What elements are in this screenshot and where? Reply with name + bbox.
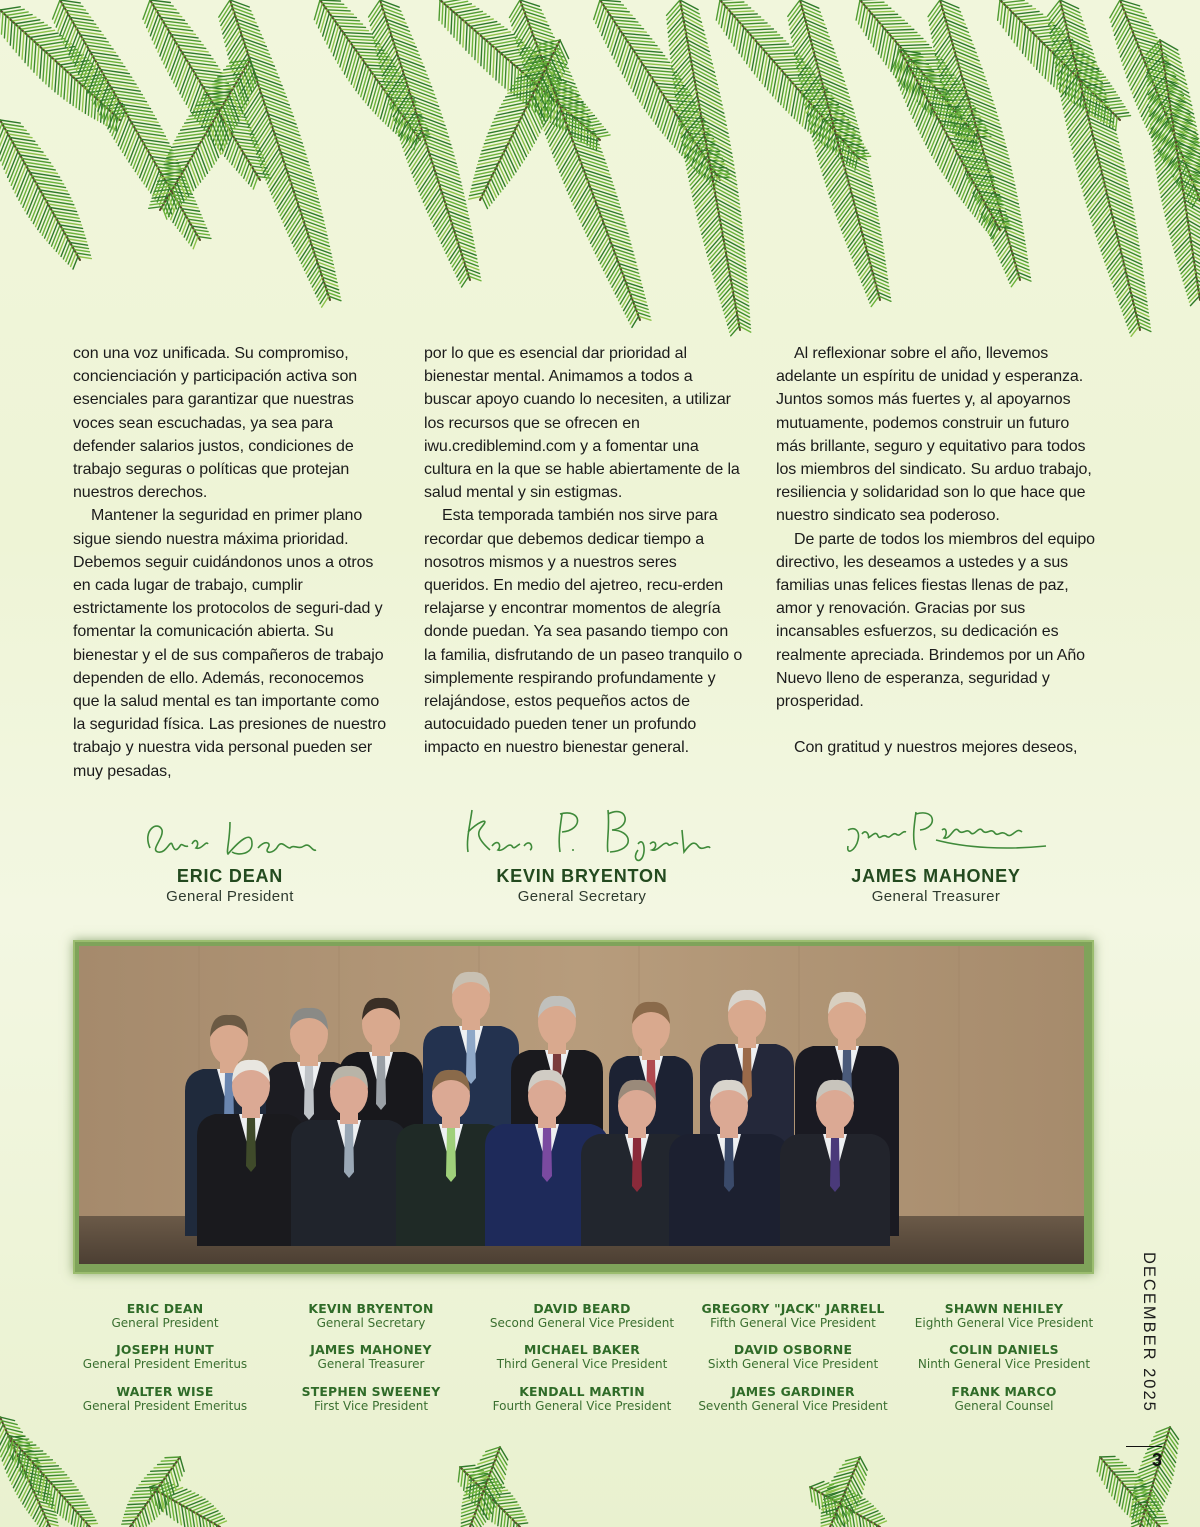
handwritten-signature (786, 800, 1086, 868)
roster-entry (60, 1301, 270, 1342)
officer-title: Third General Vice President (496, 1357, 668, 1372)
officer-title: Sixth General Vice President (707, 1357, 879, 1372)
handwritten-signature (432, 800, 732, 868)
group-photo (79, 946, 1088, 1268)
signer-title: General President (166, 888, 294, 905)
paragraph: Mantener la seguridad en primer plano sigue siendo nuestra máxima prioridad. Debemos seguir cuidándonos unos a otros en cada lugar de trabajo, cumplir estrictamente los protocolos de seguri-dad y fomentar la comunicación abierta. Su bienestar y el de sus compañeros de trabajo dependen de ello. Además, reconocemos que la salud mental es tan importante como la seguridad física. Las presiones de nuestro trabajo y nuestra vida personal pueden ser muy pesadas, (73, 507, 387, 780)
officer-name: JAMES GARDINER (731, 1383, 855, 1399)
paragraph: De parte de todos los miembros del equipo directivo, les deseamos a ustedes y a sus familias unas felices fiestas llenas de paz, amor y renovación. Gracias por sus incansables esfuerzos, su dedicación es realmente apreciada. Brindemos por un Año Nuevo lleno de esperanza, seguridad y prosperidad. (776, 530, 1095, 711)
officer-name: JAMES MAHONEY (310, 1342, 432, 1358)
officer-title: General Secretary (316, 1316, 426, 1330)
signature-block-james-mahoney (786, 800, 1086, 905)
signer-name: KEVIN BRYENTON (496, 866, 668, 886)
officer-title: General President Emeritus (82, 1398, 248, 1413)
pine-branches-top (0, 0, 1200, 340)
officer-name: JOSEPH HUNT (116, 1342, 214, 1358)
officer-name: KEVIN BRYENTON (308, 1301, 434, 1316)
officer-title: Seventh General Vice President (698, 1398, 888, 1413)
paragraph: con una voz unificada. Su compromiso, concienciación y participación activa son esenciales para garantizar que nuestras voces sean escuchadas, ya sea para defender salarios justos, condiciones de trabajo seguras o políticas que protejan nuestros derechos. (73, 345, 358, 502)
issue-date: DECEMBER 2025 (1140, 1252, 1158, 1413)
officer-name: DAVID BEARD (533, 1301, 631, 1316)
officer-name: STEPHEN SWEENEY (301, 1383, 441, 1399)
pine-branches-bottom (0, 1377, 1200, 1527)
roster-entry (688, 1301, 898, 1342)
handwritten-signature (80, 800, 380, 868)
signature-block-kevin-bryenton (432, 800, 732, 905)
page-number: 3 (1126, 1446, 1162, 1471)
closing-line: Con gratitud y nuestros mejores deseos, (794, 739, 1078, 757)
group-photo-frame (73, 940, 1094, 1274)
officer-name: MICHAEL BAKER (524, 1342, 640, 1358)
signer-name: ERIC DEAN (176, 866, 284, 886)
officer-name: COLIN DANIELS (949, 1342, 1059, 1358)
officer-title: Ninth General Vice President (917, 1357, 1091, 1372)
officer-name: DAVID OSBORNE (733, 1342, 853, 1358)
officer-title: First Vice President (313, 1398, 429, 1413)
article-column-3 (776, 342, 1096, 759)
officer-name: FRANK MARCO (951, 1383, 1057, 1399)
signer-name: JAMES MAHONEY (851, 866, 1021, 886)
paragraph: Esta temporada también nos sirve para recordar que debemos dedicar tiempo a nosotros mismos y a nuestros seres queridos. En medio del ajetreo, recu-erden relajarse y encontrar momentos de alegría donde puedan. Ya sea pasando tiempo con la familia, disfrutando de un paseo tranquilo o simplemente respirando profundamente y relajándose, estos pequeños actos de autocuidado pueden tener un profundo impacto en nuestro bienestar general. (424, 507, 743, 757)
officer-name: SHAWN NEHILEY (944, 1301, 1064, 1316)
officer-title: Fourth General Vice President (492, 1398, 672, 1413)
officer-name: WALTER WISE (116, 1383, 214, 1399)
roster-entry (477, 1301, 687, 1342)
article-column-1 (73, 342, 393, 783)
officer-title: General Treasurer (317, 1357, 425, 1372)
article-column-2 (424, 342, 744, 760)
officer-title: General President Emeritus (82, 1357, 248, 1372)
signature-block-eric-dean (80, 800, 380, 905)
officer-title: General Counsel (954, 1398, 1054, 1413)
paragraph: por lo que es esencial dar prioridad al bienestar mental. Animamos a todos a buscar apoyo cuando lo necesiten, a utilizar los recursos que se ofrecen en iwu.crediblemind.com y a fomentar una cultura en la que se hable abiertamente de la salud mental y sin estigmas. (424, 345, 740, 502)
paragraph: Al reflexionar sobre el año, llevemos adelante un espíritu de unidad y esperanza. Juntos somos más fuertes y, al apoyarnos mutuamente, podemos construir un futuro más brillante, seguro y equitativo para todos los miembros del sindicato. Su arduo trabajo, resiliencia y solidaridad son lo que hace que nuestro sindicato sea poderoso. (776, 345, 1092, 525)
officer-title: Eighth General Vice President (914, 1316, 1094, 1330)
officer-title: Second General Vice President (489, 1316, 675, 1330)
signer-title: General Secretary (517, 888, 647, 905)
officer-name: ERIC DEAN (126, 1301, 204, 1316)
roster-entry (266, 1301, 476, 1342)
officer-title: General President (111, 1316, 219, 1330)
officer-title: Fifth General Vice President (710, 1316, 876, 1330)
signer-title: General Treasurer (871, 888, 1001, 905)
officer-name: GREGORY "JACK" JARRELL (701, 1301, 885, 1316)
roster-entry (899, 1301, 1109, 1342)
officer-name: KENDALL MARTIN (519, 1383, 645, 1399)
